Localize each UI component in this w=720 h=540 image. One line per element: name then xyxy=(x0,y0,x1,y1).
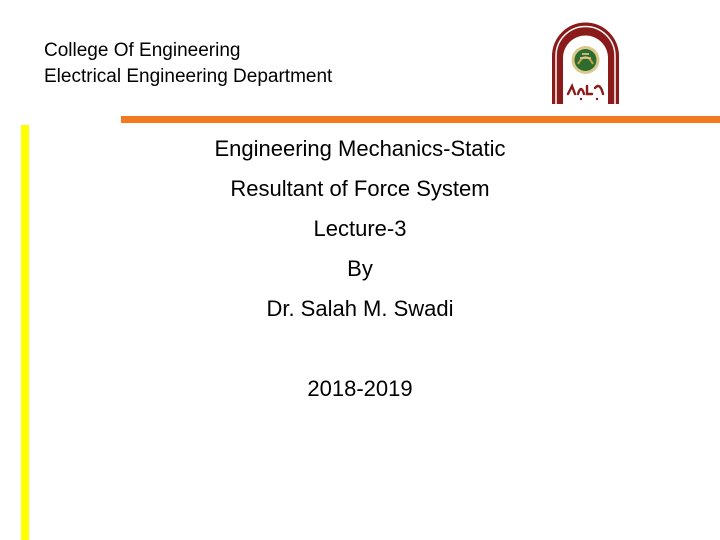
department-name: Electrical Engineering Department xyxy=(44,66,333,87)
title-block xyxy=(0,129,720,329)
orange-accent-bar xyxy=(121,116,720,123)
college-logo xyxy=(548,20,623,106)
academic-year: 2018-2019 xyxy=(307,376,413,401)
institution-header xyxy=(44,38,332,90)
college-name: College Of Engineering xyxy=(44,40,241,61)
by-label: By xyxy=(347,256,373,281)
lecture-topic: Resultant of Force System xyxy=(230,176,490,201)
course-title: Engineering Mechanics-Static xyxy=(214,136,506,161)
lecture-number: Lecture-3 xyxy=(313,216,407,241)
author-name: Dr. Salah M. Swadi xyxy=(266,296,454,321)
college-emblem-icon xyxy=(548,20,623,106)
